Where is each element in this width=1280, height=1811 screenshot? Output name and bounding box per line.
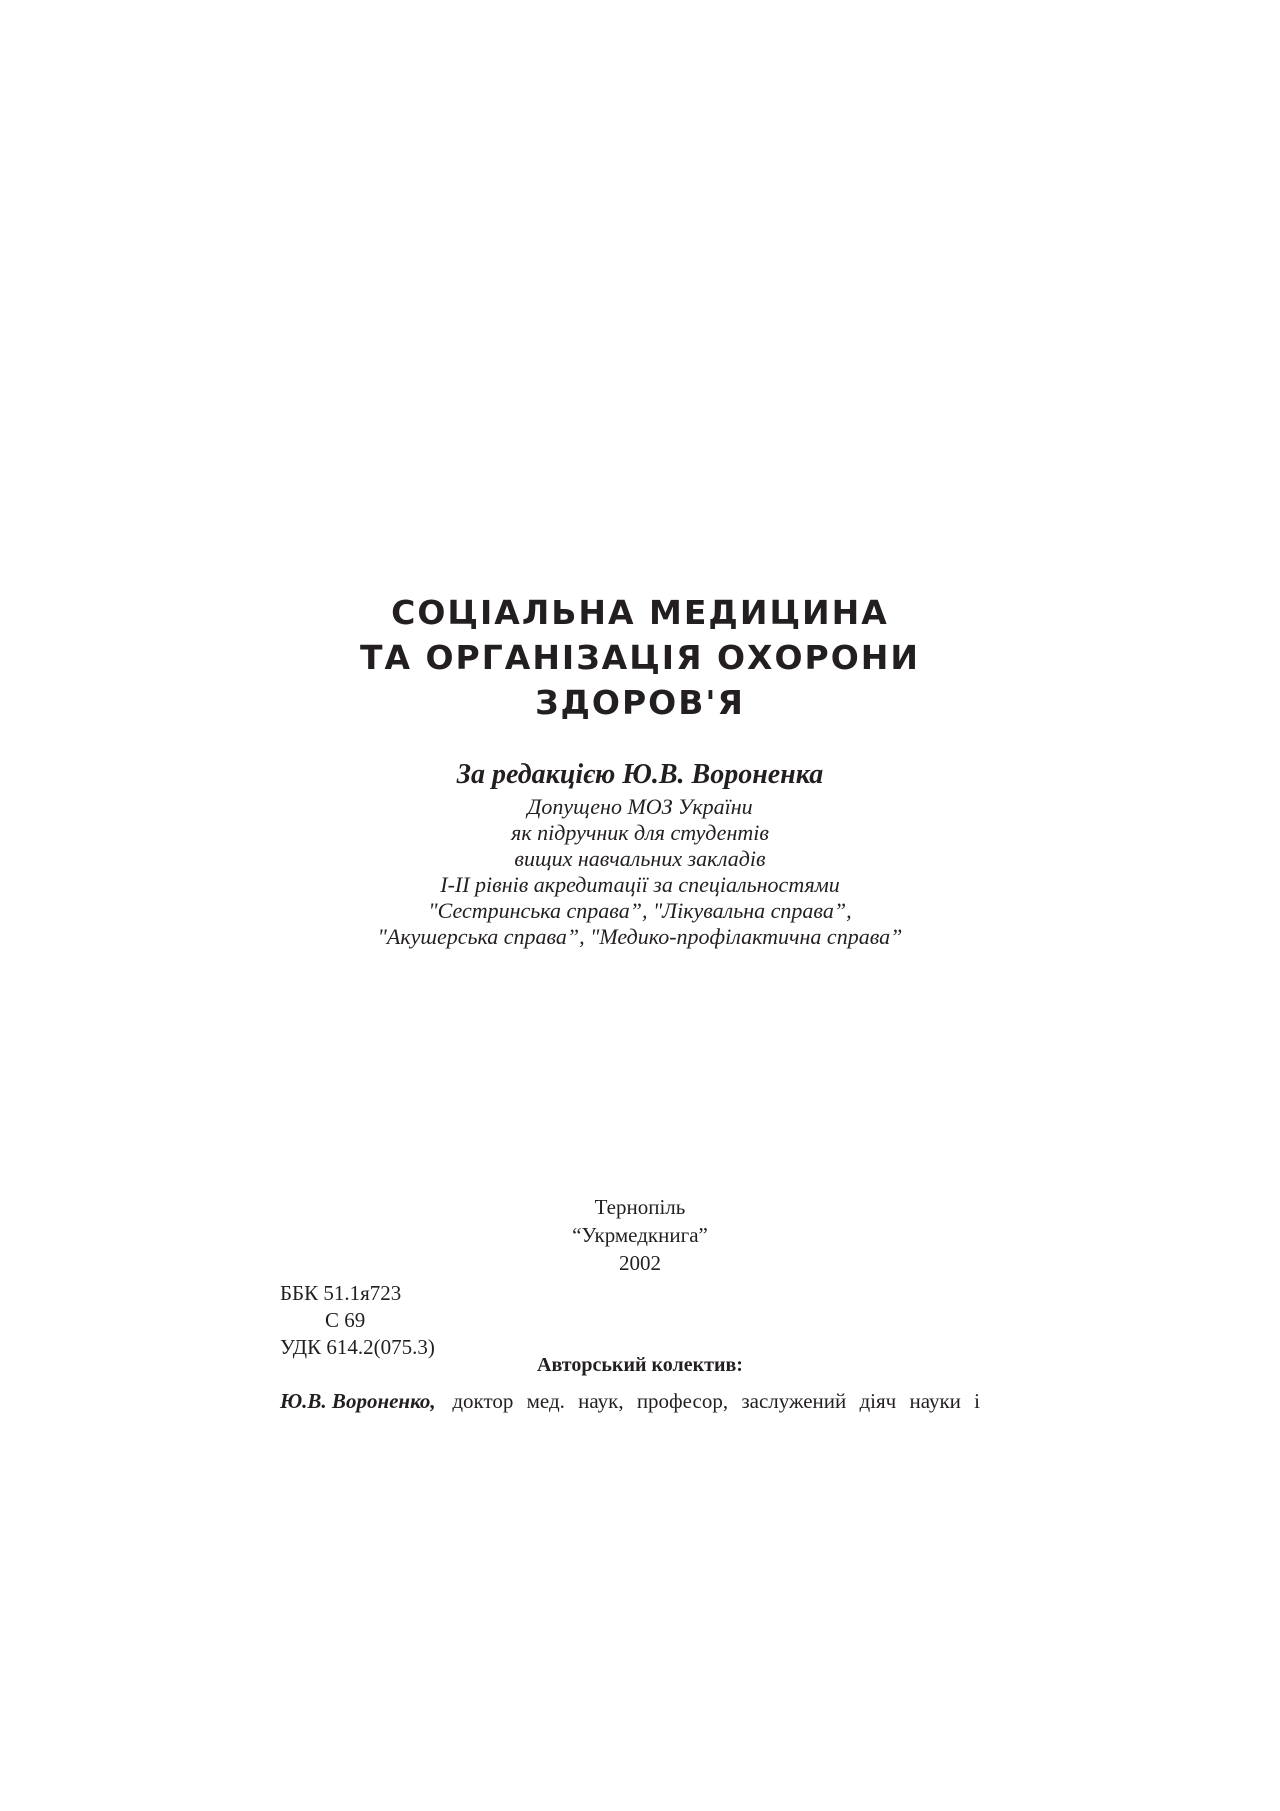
approval-line: як підручник для студентів (511, 820, 769, 845)
editor-line: За редакцією Ю.В. Вороненка (456, 759, 824, 790)
bbk-code: ББК 51.1я723 (280, 1281, 402, 1305)
author-name: Ю.В. Вороненко, (280, 1389, 436, 1413)
imprint-year: 2002 (619, 1251, 661, 1275)
imprint-publisher: “Укрмедкнига” (572, 1223, 708, 1247)
approval-line: "Акушерська справа”, "Медико-профілактична справа” (377, 924, 903, 949)
catalog-codes (280, 1280, 435, 1361)
approval-statement (0, 794, 1280, 950)
imprint (0, 1193, 1280, 1277)
imprint-city: Тернопіль (594, 1195, 686, 1219)
title-line: СОЦІАЛЬНА МЕДИЦИНА (391, 593, 889, 632)
authors-heading: Авторський колектив: (537, 1354, 743, 1376)
title-line: ТА ОРГАНІЗАЦІЯ ОХОРОНИ (359, 638, 921, 677)
author-description: доктор мед. наук, професор, заслужений діяч науки і (452, 1389, 980, 1413)
approval-line: вищих навчальних закладів (514, 846, 766, 871)
author-mark: С 69 (325, 1308, 366, 1332)
approval-line: І-ІІ рівнів акредитації за спеціальностями (440, 872, 840, 897)
author-entry (280, 1387, 980, 1415)
udk-code: УДК 614.2(075.3) (280, 1335, 435, 1359)
title-line: ЗДОРОВ'Я (535, 683, 745, 722)
approval-line: "Сестринська справа”, "Лікувальна справа”, (428, 898, 852, 923)
approval-line: Допущено МОЗ України (527, 794, 753, 819)
book-title (0, 590, 1280, 725)
